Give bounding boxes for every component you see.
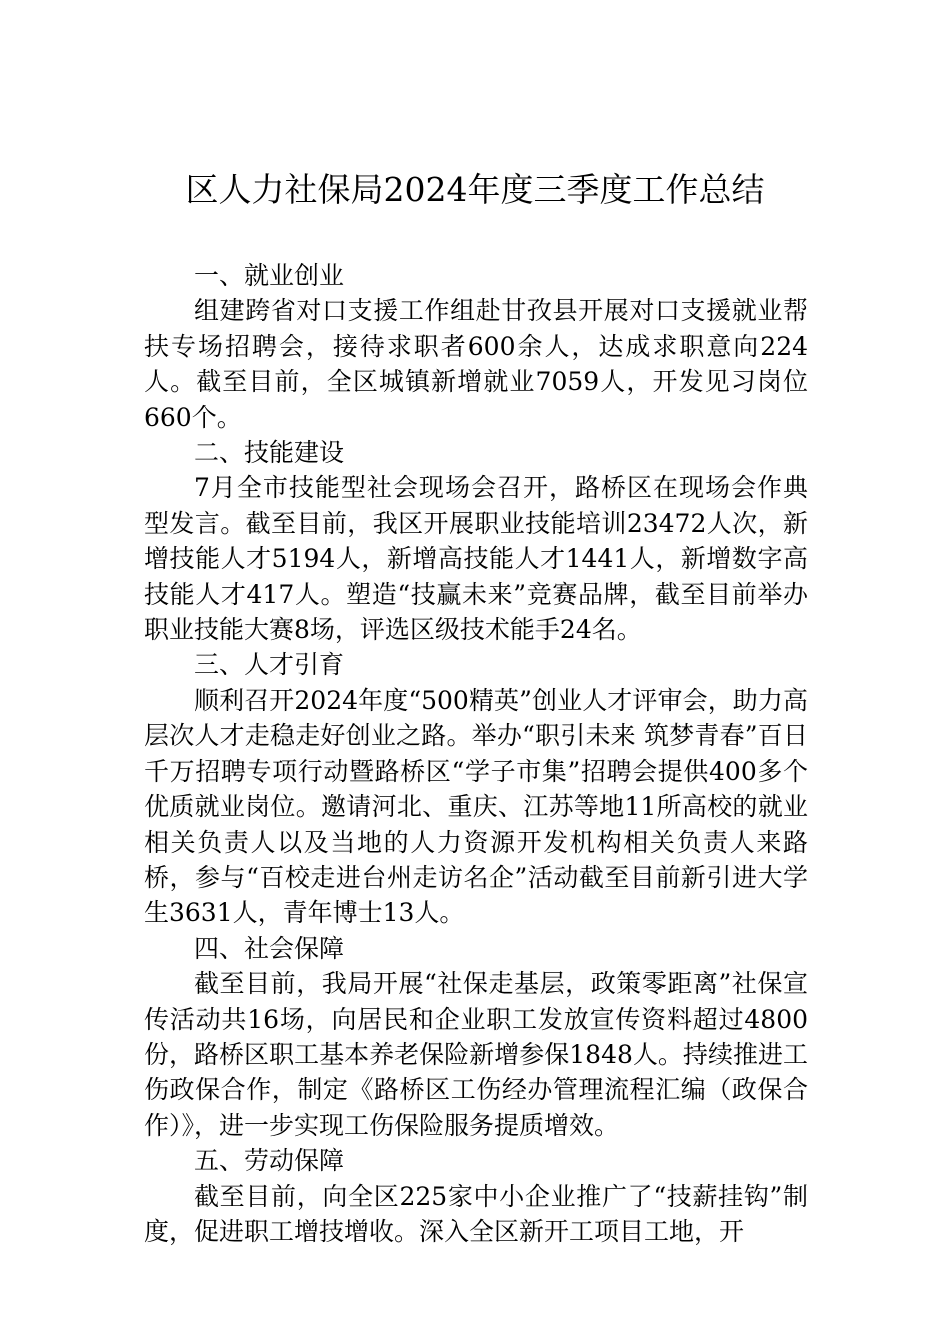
section-paragraph-employment: 组建跨省对口支援工作组赴甘孜县开展对口支援就业帮扶专场招聘会，接待求职者600余人，达成求职意向224人。截至目前，全区城镇新增就业7059人，开发见习岗位660个。 bbox=[144, 296, 808, 432]
section-heading-skills: 二、技能建设 bbox=[194, 438, 345, 468]
section-heading-labor-protection: 五、劳动保障 bbox=[194, 1146, 345, 1176]
section-paragraph-labor-protection: 截至目前，向全区225家中小企业推广了“技薪挂钩”制度，促进职工增技增收。深入全区新开工项目工地，开 bbox=[144, 1181, 808, 1246]
section-paragraph-talent: 顺利召开2024年度“500精英”创业人才评审会，助力高层次人才走稳走好创业之路。举办“职引未来 筑梦青春”百日千万招聘专项行动暨路桥区“学子市集”招聘会提供400多个优质就业岗位。邀请河北、重庆、江苏等地11所高校的就业相关负责人以及当地的人力资源开发机构相关负责人来路桥，参与“百校走进台州走访名企”活动截至目前新引进大学生3631人，青年博士13人。 bbox=[144, 685, 808, 928]
document-body bbox=[144, 258, 808, 1249]
section-heading-employment: 一、就业创业 bbox=[194, 261, 345, 290]
section-heading-talent: 三、人才引育 bbox=[194, 650, 345, 680]
section-paragraph-skills: 7月全市技能型社会现场会召开，路桥区在现场会作典型发言。截至目前，我区开展职业技能培训23472人次，新增技能人才5194人，新增高技能人才1441人，新增数字高技能人才417人。塑造“技赢未来”竞赛品牌，截至目前举办职业技能大赛8场，评选区级技术能手24名。 bbox=[144, 473, 808, 645]
section-heading-social-security: 四、社会保障 bbox=[194, 933, 345, 963]
document-title: 区人力社保局2024年度三季度工作总结 bbox=[185, 170, 765, 209]
section-paragraph-social-security: 截至目前，我局开展“社保走基层，政策零距离”社保宣传活动共16场，向居民和企业职工发放宣传资料超过4800份，路桥区职工基本养老保险新增参保1848人。持续推进工伤政保合作，制定《路桥区工伤经办管理流程汇编（政保合作）》，进一步实现工伤保险服务提质增效。 bbox=[144, 969, 808, 1140]
